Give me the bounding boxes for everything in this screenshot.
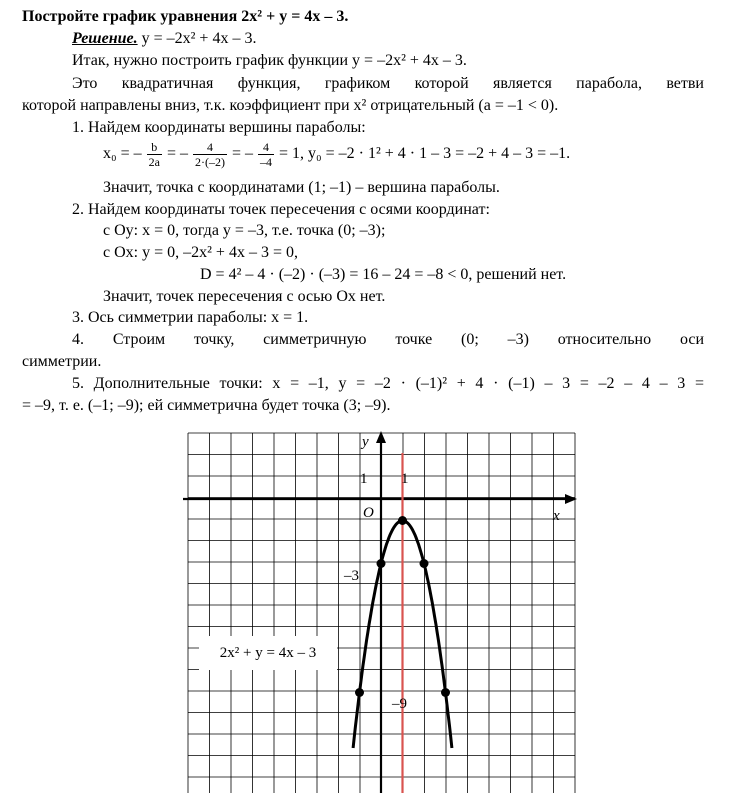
y-axis-label: y <box>362 434 369 450</box>
vertex-tail: = 1, y₀ = –2 · 1² + 4 · 1 – 3 = –2 + 4 – 3 = –1. <box>279 145 571 162</box>
discriminant: D = 4² – 4 · (–2) · (–3) = 16 – 24 = –8 < 0, решений нет. <box>200 266 567 283</box>
vertex-x0: x₀ = – <box>103 145 142 162</box>
point-extra-left <box>355 688 364 697</box>
tick-x-1: 1 <box>401 471 409 487</box>
fraction-numerator: 4 <box>193 140 227 155</box>
intro-line: Итак, нужно построить график функции y = –2x² + 4x – 3. <box>72 52 467 69</box>
step5-line2: = –9, т. е. (–1; –9); ей симметрична будет точка (3; –9). <box>22 397 391 414</box>
step4-line2: симметрии. <box>22 353 102 370</box>
step1-heading: 1. Найдем координаты вершины параболы: <box>72 119 366 136</box>
ox-intersection: с Ox: y = 0, –2x² + 4x – 3 = 0, <box>103 244 298 261</box>
oy-intersection: с Oy: x = 0, тогда y = –3, т.е. точка (0; –3); <box>103 222 386 239</box>
point-oy-intercept <box>377 559 386 568</box>
description-line-1: Это квадратичная функция, графиком которой является парабола, ветви <box>72 75 704 92</box>
axes <box>183 431 577 793</box>
point-symmetric-point <box>420 559 429 568</box>
tick-y-1: 1 <box>360 471 368 487</box>
step2-heading: 2. Найдем координаты точек пересечения с осями координат: <box>72 201 490 218</box>
tick-y-minus3: –3 <box>344 568 359 584</box>
vertex-eq1: = – <box>166 145 188 162</box>
tick-y-minus9: –9 <box>392 696 407 712</box>
fraction-denominator: 2·(–2) <box>194 154 225 169</box>
x-axis-label: x <box>553 508 560 524</box>
step5-line1: 5. Дополнительные точки: x = –1, y = –2 · (–1)² + 4 · (–1) – 3 = –2 – 4 – 3 = <box>72 375 704 392</box>
solution-formula: y = –2x² + 4x – 3. <box>141 30 257 47</box>
vertex-eq2: = – <box>231 145 253 162</box>
fraction-denominator: –4 <box>260 154 272 169</box>
step2-conclusion: Значит, точек пересечения с осью Ox нет. <box>103 288 386 305</box>
fraction-numerator: 4 <box>258 140 274 155</box>
fraction-denominator: 2a <box>148 154 160 169</box>
step3: 3. Ось симметрии параболы: x = 1. <box>72 309 309 326</box>
point-extra-right <box>441 688 450 697</box>
task-title: Постройте график уравнения 2x² + y = 4x – 3. <box>22 8 349 25</box>
step4-line1: 4. Строим точку, симметричную точке (0; –3) относительно оси <box>72 331 704 348</box>
equation-label: 2x² + y = 4x – 3 <box>199 636 337 670</box>
step1-conclusion: Значит, точка с координатами (1; –1) – вершина параболы. <box>103 179 500 196</box>
origin-label: O <box>363 505 374 521</box>
description-line-2: которой направлены вниз, т.к. коэффициент при x² отрицательный (a = –1 < 0). <box>22 97 559 114</box>
fraction-numerator: b <box>147 140 162 155</box>
solution-label: Решение. <box>72 30 138 47</box>
point-vertex <box>398 516 407 525</box>
